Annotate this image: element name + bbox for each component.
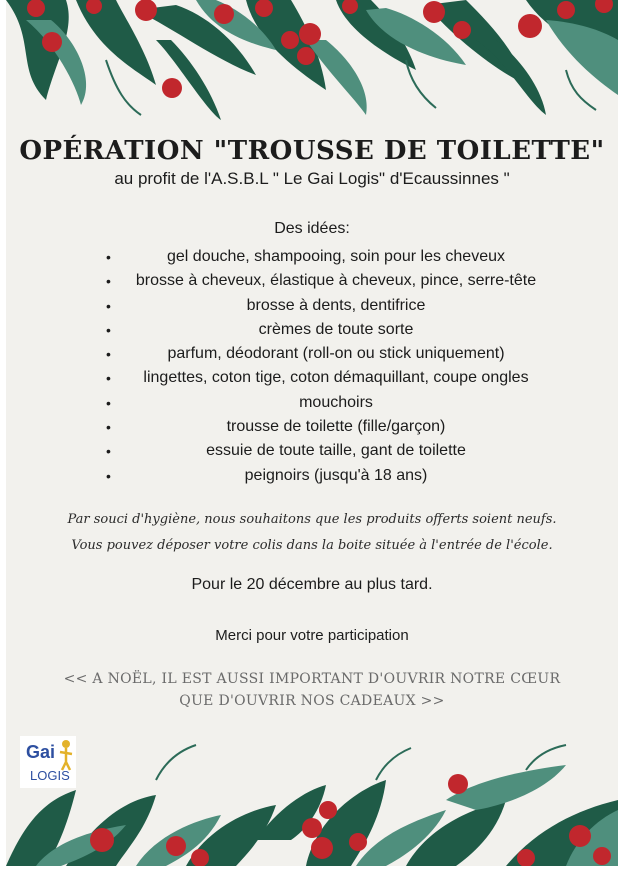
list-item: • mouchoirs xyxy=(106,391,556,415)
list-item: • peignoirs (jusqu'à 18 ans) xyxy=(106,464,556,488)
list-item: • brosse à dents, dentifrice xyxy=(106,294,556,318)
list-item: • essuie de toute taille, gant de toilette xyxy=(106,439,556,463)
thanks-text: Merci pour votre participation xyxy=(215,627,409,644)
christmas-quote: << A NOËL, IL EST AUSSI IMPORTANT D'OUVRIR NOTRE CŒUR QUE D'OUVRIR NOS CADEAUX >> xyxy=(63,671,561,709)
holly-garland-bottom xyxy=(6,740,618,866)
list-item: • crèmes de toute sorte xyxy=(106,318,556,342)
list-item: • lingettes, coton tige, coton démaquillant, coupe ongles xyxy=(106,366,556,390)
ideas-list xyxy=(106,245,556,488)
gai-logis-logo xyxy=(20,736,76,788)
poster xyxy=(6,0,618,866)
holly-garland-top xyxy=(6,0,618,130)
page-subtitle: au profit de l'A.S.B.L " Le Gai Logis" d'Ecaussinnes " xyxy=(114,169,510,188)
ideas-heading: Des idées: xyxy=(274,220,350,237)
hygiene-note: Par souci d'hygiène, nous souhaitons que les produits offerts soient neufs. xyxy=(67,512,557,527)
logo-word-gai: Gai xyxy=(26,742,56,762)
page-title: OPÉRATION "TROUSSE DE TOILETTE" xyxy=(19,136,605,166)
list-item: • parfum, déodorant (roll-on ou stick uniquement) xyxy=(106,342,556,366)
list-item: • gel douche, shampooing, soin pour les cheveux xyxy=(106,245,556,269)
deadline-text: Pour le 20 décembre au plus tard. xyxy=(191,576,433,593)
logo-word-logis: LOGIS xyxy=(30,768,70,783)
list-item: • brosse à cheveux, élastique à cheveux, pince, serre-tête xyxy=(106,269,556,293)
list-item: • trousse de toilette (fille/garçon) xyxy=(106,415,556,439)
dropoff-note: Vous pouvez déposer votre colis dans la boite située à l'entrée de l'école. xyxy=(71,538,553,553)
